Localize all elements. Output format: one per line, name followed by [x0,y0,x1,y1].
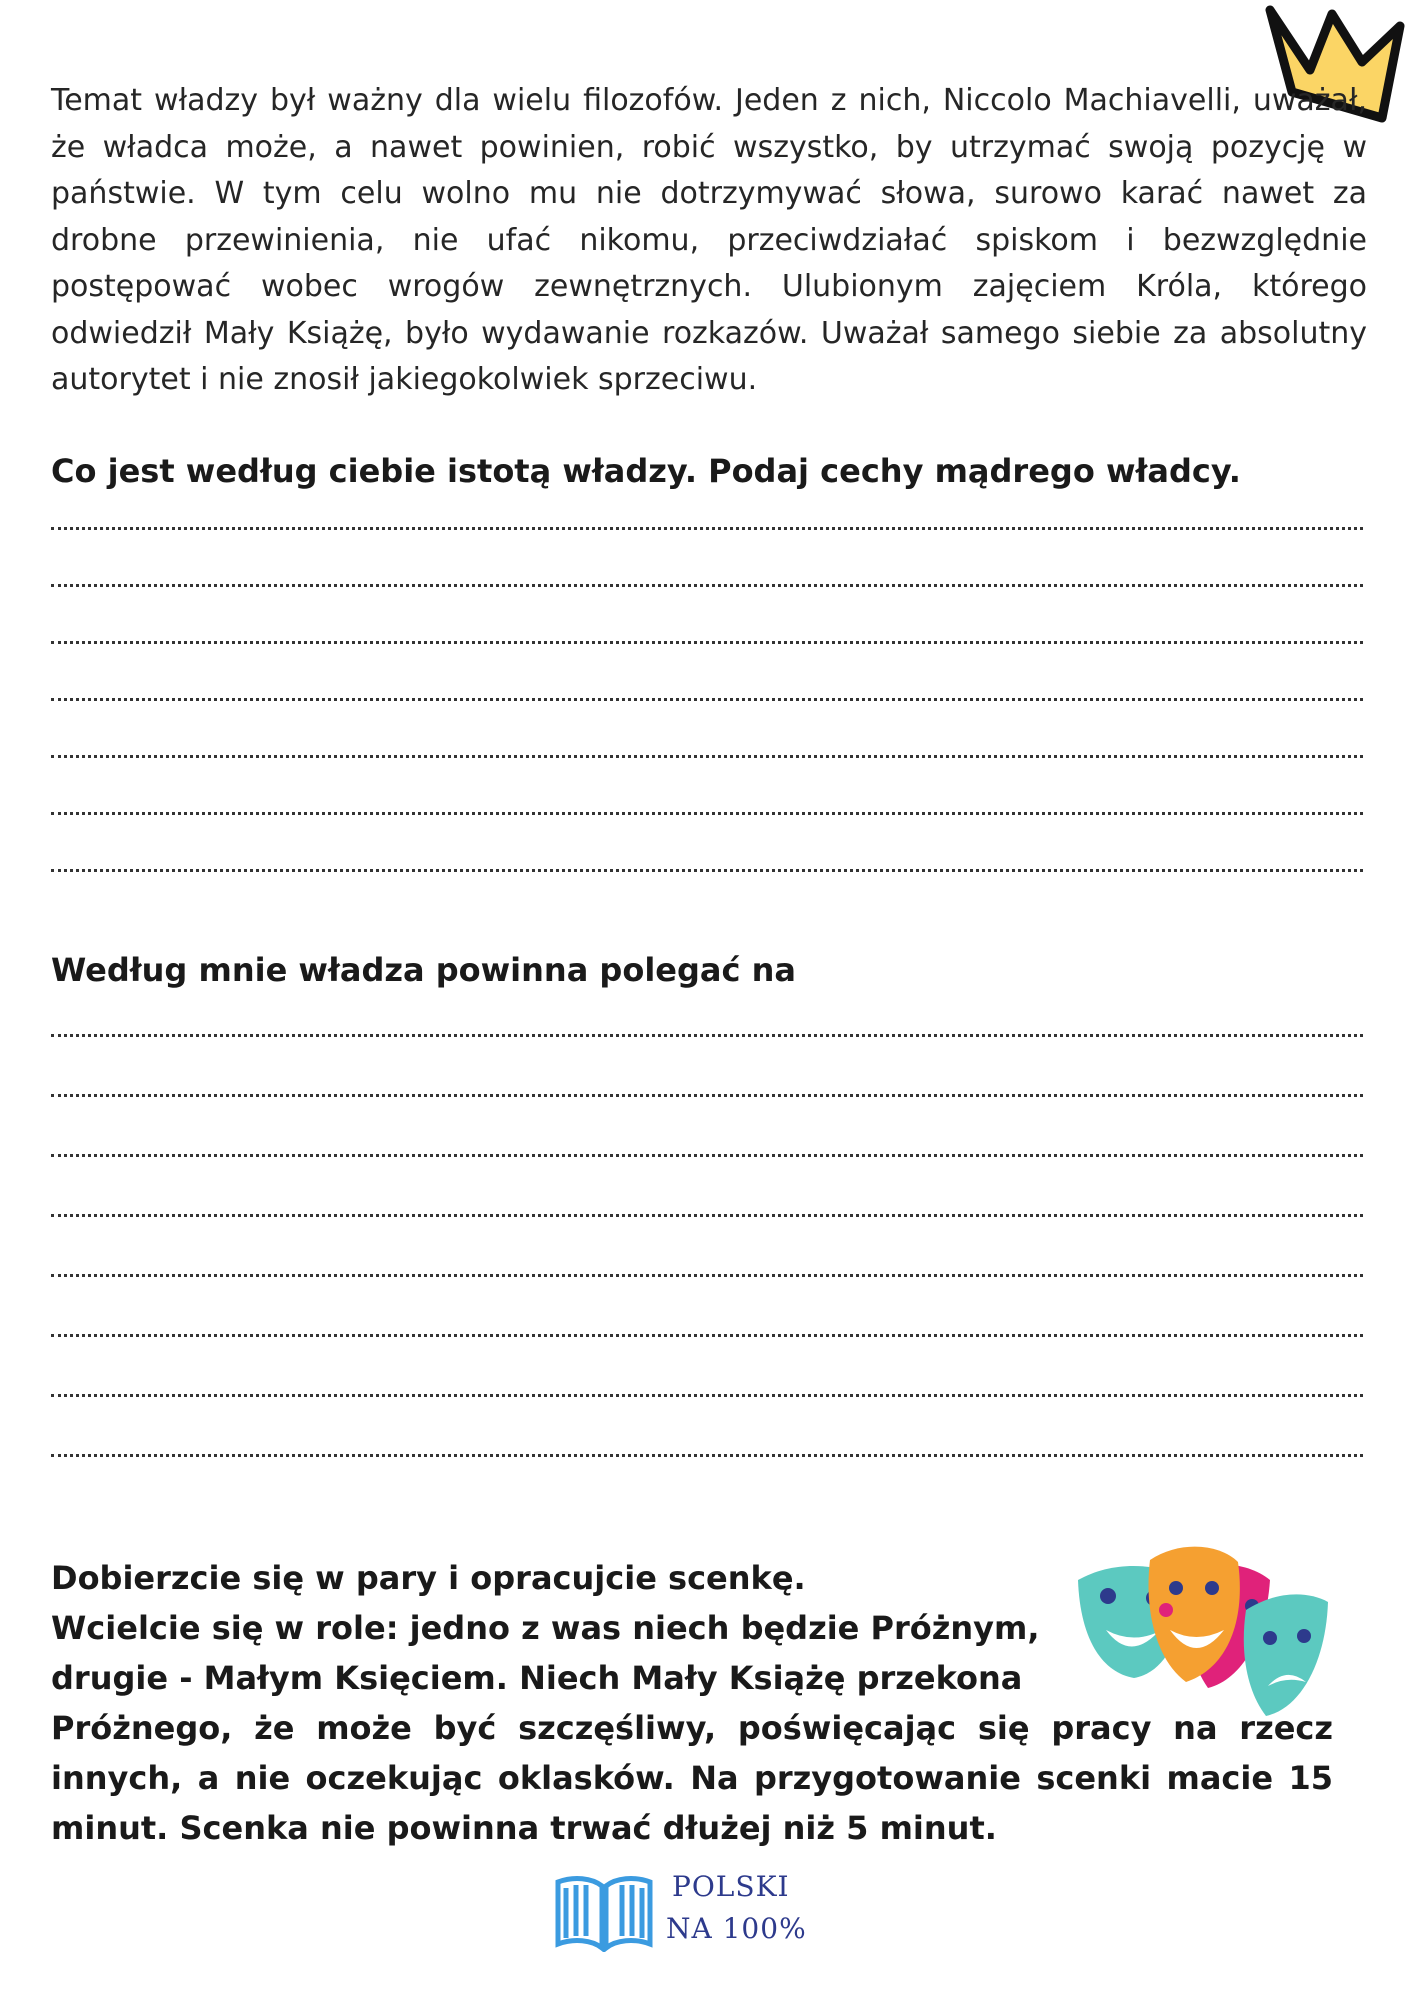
answer-line[interactable] [51,1274,1363,1277]
task-line: Dobierzcie się w pary i opracujcie scenkę. [51,1559,806,1597]
theatre-masks-icon [1070,1540,1330,1730]
answer-line[interactable] [51,755,1363,758]
answer-line[interactable] [51,1094,1363,1097]
task-line: minut. Scenka nie powinna trwać dłużej niż 5 minut. [51,1809,997,1847]
answer-line[interactable] [51,698,1363,701]
task-line: Próżnego, że może być szczęśliwy, poświęcając się pracy na rzecz [51,1709,1333,1747]
answer-line[interactable] [51,812,1363,815]
question-essence-of-power: Co jest według ciebie istotą władzy. Podaj cechy mądrego władcy. [51,452,1241,490]
answer-line[interactable] [51,527,1363,530]
answer-line[interactable] [51,1394,1363,1397]
intro-paragraph: Temat władzy był ważny dla wielu filozofów. Jeden z nich, Niccolo Machiavelli, uważał, że władca może, a nawet powinien, robić wszystko, by utrzymać swoją pozycję w państwie. W tym celu wolno mu nie dotrzymywać słowa, surowo karać nawet za drobne przewinienia, nie ufać nikomu, przeciwdziałać spiskom i bezwzględnie postępować wobec wrogów zewnętrznych. Ulubionym zajęciem Króla, którego odwiedził Mały Książę, było wydawanie rozkazów. Uważał samego siebie za absolutny autorytet i nie znosił jakiegokolwiek sprzeciwu. [51,83,1367,397]
logo [552,1866,812,1956]
answer-line[interactable] [51,1034,1363,1037]
logo-text-na-100: NA 100% [666,1912,807,1945]
task-line: drugie - Małym Księciem. Niech Mały Książę przekona [51,1659,1023,1697]
answer-line[interactable] [51,1334,1363,1337]
task-line: Wcielcie się w role: jedno z was niech będzie Próżnym, [51,1609,1040,1647]
question-power-should: Według mnie władza powinna polegać na [51,951,796,989]
open-book-icon [552,1872,656,1952]
answer-line[interactable] [51,641,1363,644]
task-line: innych, a nie oczekując oklasków. Na przygotowanie scenki macie 15 [51,1759,1333,1797]
answer-line[interactable] [51,869,1363,872]
answer-line[interactable] [51,1214,1363,1217]
logo-text-polski: POLSKI [672,1870,790,1903]
answer-line[interactable] [51,1154,1363,1157]
answer-line[interactable] [51,1454,1363,1457]
answer-line[interactable] [51,584,1363,587]
